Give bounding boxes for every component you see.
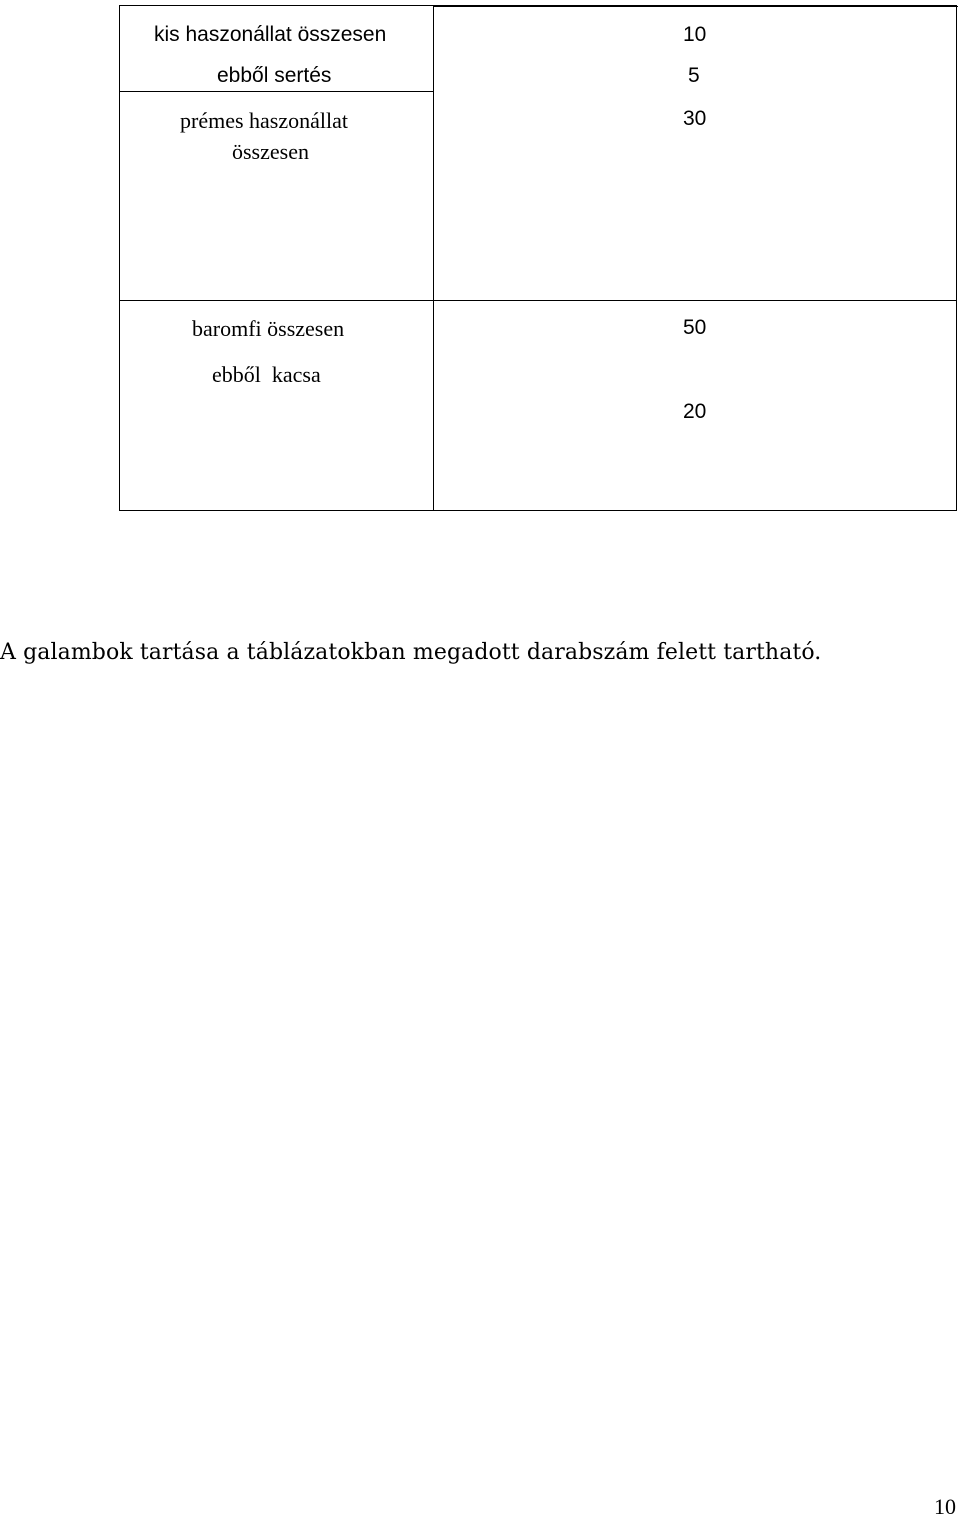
column-divider xyxy=(433,6,434,510)
row-value: 10 xyxy=(683,23,707,46)
row-label: prémes haszonállat xyxy=(180,108,348,133)
row-subvalue: 5 xyxy=(688,64,700,87)
row-sublabel: ebből kacsa xyxy=(212,362,321,387)
row-label-line2: összesen xyxy=(232,139,309,164)
top-border-right xyxy=(433,6,958,7)
row-divider xyxy=(120,300,956,301)
row-label: baromfi összesen xyxy=(192,316,345,341)
body-paragraph: A galambok tartása a táblázatokban megadott darabszám felett tartható. xyxy=(0,640,822,665)
row-divider xyxy=(120,91,433,92)
page-number: 10 xyxy=(934,1494,956,1519)
row-value: 50 xyxy=(683,316,707,339)
row-label: kis haszonállat összesen xyxy=(154,23,387,46)
row-subvalue: 20 xyxy=(683,400,707,423)
row-sublabel: ebből sertés xyxy=(217,64,332,87)
row-value: 30 xyxy=(683,107,707,130)
